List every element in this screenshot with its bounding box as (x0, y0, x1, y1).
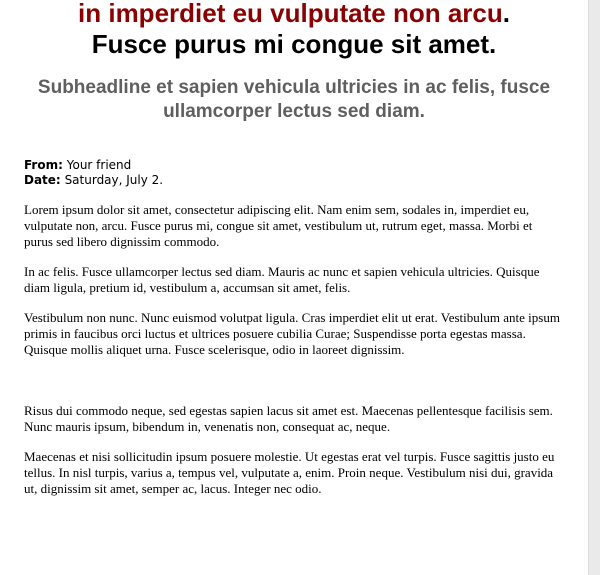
article-body (24, 202, 564, 497)
date-line (24, 173, 564, 188)
body-paragraph: Vestibulum non nunc. Nunc euismod volutpat ligula. Cras imperdiet elit ut erat. Vestibulum ante ipsum primis in faucibus orci luctus et ultrices posuere cubilia Curae; Suspendisse porta egestas massa. Quisque mollis aliquet urna. Fusce scelerisque, odio in laoreet dignissim. (24, 310, 560, 357)
headline (24, 0, 564, 60)
article-content (24, 0, 564, 511)
body-paragraph: Lorem ipsum dolor sit amet, consectetur adipiscing elit. Nam enim sem, sodales in, imperdiet eu, vulputate non, arcu. Fusce purus mi, congue sit amet, vestibulum ut, rutrum eget, massa. Morbi et purus sed libero dignissim commodo. (24, 202, 533, 249)
date-label: Date: (24, 173, 61, 187)
from-label: From: (24, 158, 63, 172)
headline-line1-end: . (502, 0, 510, 28)
from-value: Your friend (66, 158, 132, 172)
headline-line2: Fusce purus mi congue sit amet. (91, 29, 497, 59)
date-value: Saturday, July 2. (64, 173, 164, 187)
body-paragraph: Risus dui commodo neque, sed egestas sapien lacus sit amet est. Maecenas pellentesque facilisis sem. Nunc mauris ipsum, bibendum in, venenatis non, consequat ac, neque. (24, 403, 553, 434)
message-meta (24, 158, 564, 188)
body-paragraph: In ac felis. Fusce ullamcorper lectus sed diam. Mauris ac nunc et sapien vehicula ultricies. Quisque diam ligula, pretium id, vestibulum a, accumsan sit amet, felis. (24, 264, 540, 295)
headline-line1: in imperdiet eu vulputate non arcu (78, 0, 503, 28)
from-line (24, 158, 564, 173)
body-paragraph: Maecenas et nisi sollicitudin ipsum posuere molestie. Ut egestas erat vel turpis. Fusce sagittis justo eu tellus. In nisl turpis, varius a, tempus vel, vulputate a, enim. Proin neque. Vestibulum nisi dui, gravida ut, dignissim sit amet, semper ac, lacus. Integer nec odio. (24, 449, 555, 496)
subheadline: Subheadline et sapien vehicula ultricies in ac felis, fusce ullamcorper lectus sed diam. (37, 77, 551, 122)
